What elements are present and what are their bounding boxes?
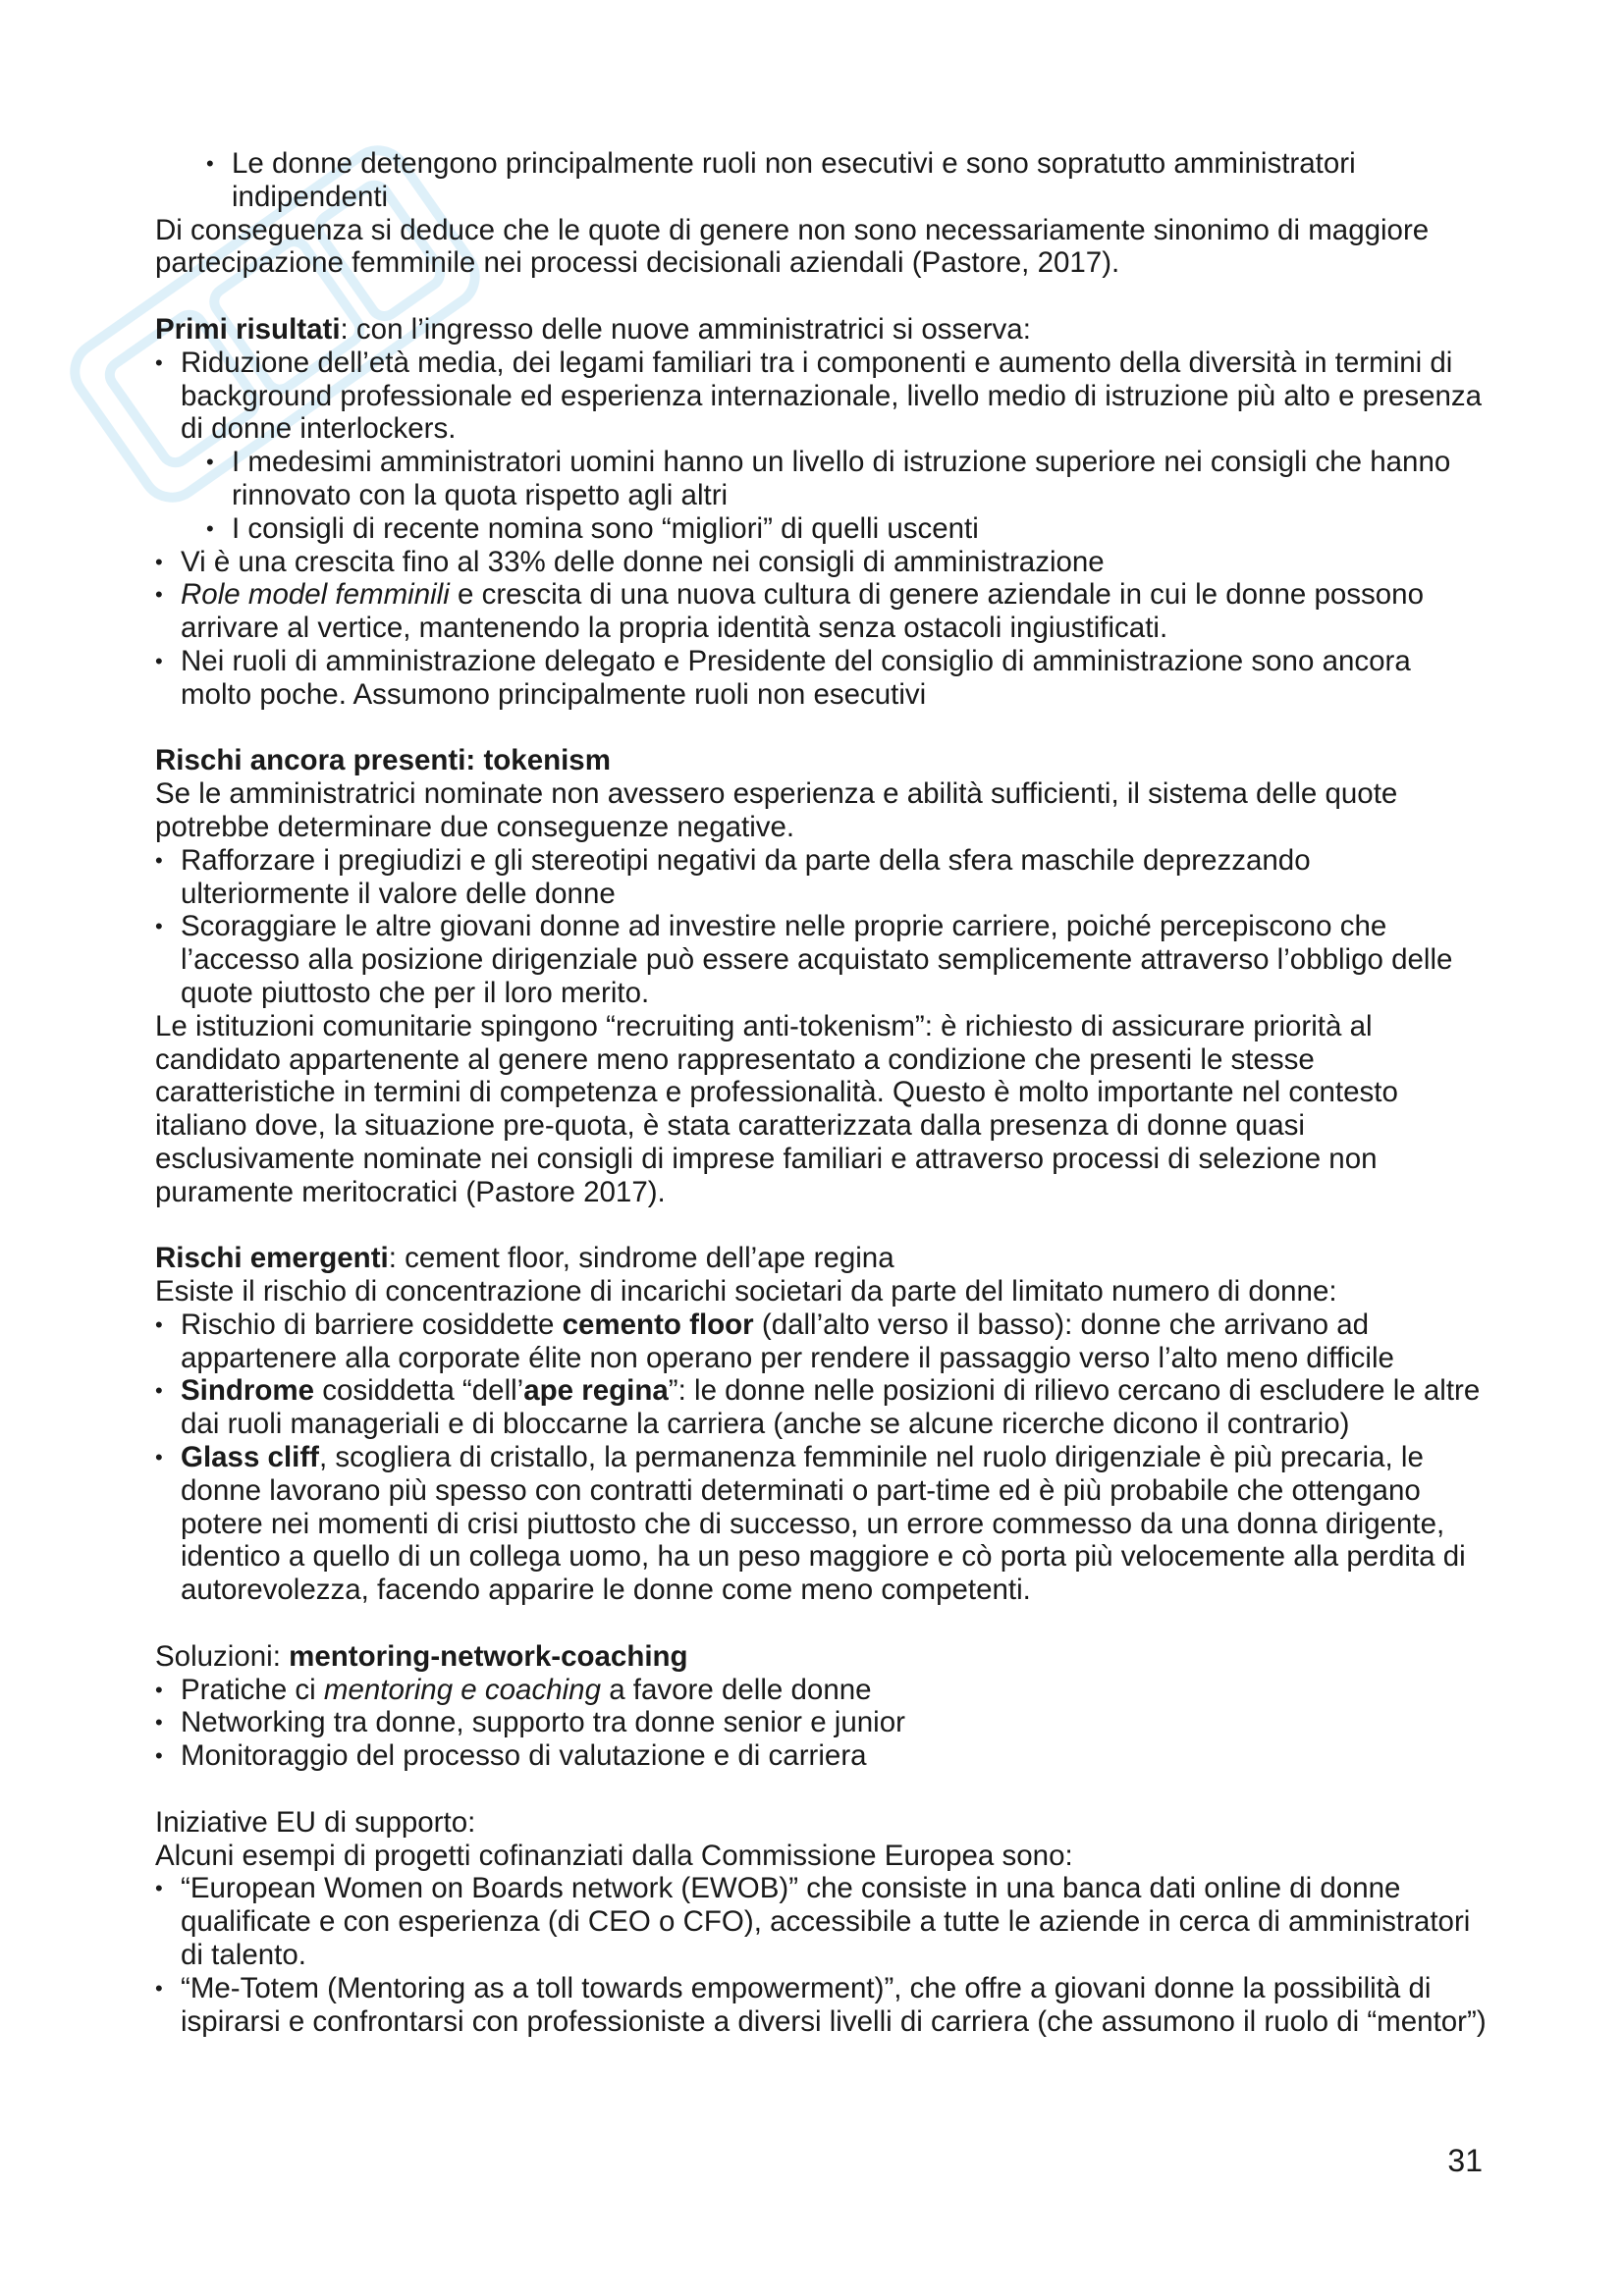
list-item: • Glass cliff, scogliera di cristallo, la permanenza femminile nel ruolo dirigenziale è più precaria, le donne lavorano più spesso con contratti determinati o part-time ed è più probabile che ottengano potere nei momenti di crisi piuttosto che di successo, un errore commesso da una donna dirigente, identico a quello di un collega uomo, ha un peso maggiore e cò porta più velocemente alla perdita di autorevolezza, facendo apparire le donne come meno competenti. [155,1441,1487,1607]
list-item: • Monitoraggio del processo di valutazione e di carriera [155,1739,1487,1773]
primi-risultati-list-cont [155,546,1487,712]
list-item: • Sindrome cosiddetta “dell’ape regina”: le donne nelle posizioni di rilievo cercano di escludere le altre dai ruoli manageriali e di bloccarne la carriera (anche se alcune ricerche dicono il contrario) [155,1374,1487,1441]
rischi-presenti-outro: Le istituzioni comunitarie spingono “recruiting anti-tokenism”: è richiesto di assicurare priorità al candidato appartenente al genere meno rappresentato a condizione che presenti le stesse caratteristiche in termini di competenza e professionalità. Questo è molto importante nel contesto italiano dove, la situazione pre-quota, è stata caratterizzata dalla presenza di donne quasi esclusivamente nominate nei consigli di imprese familiari e attraverso processi di selezione non puramente meritocratici (Pastore 2017). [155,1009,1398,1208]
iniziative-heading: Iniziative EU di supporto: [155,1805,476,1839]
primi-risultati-heading: Primi risultati [155,312,341,346]
list-item: • Pratiche ci mentoring e coaching a favore delle donne [155,1674,1487,1707]
list-item: • Le donne detengono principalmente ruoli non esecutivi e sono sopratutto amministratori indipendenti [206,147,1487,214]
conclusion-paragraph: Di conseguenza si deduce che le quote di genere non sono necessariamente sinonimo di maggiore partecipazione femminile nei processi decisionali aziendali (Pastore, 2017). [155,213,1430,280]
document-body [155,147,1487,2038]
rischi-presenti-list [155,844,1487,1010]
primi-risultati-sub-list [155,446,1487,545]
list-item: • Role model femminili e crescita di una nuova cultura di genere aziendale in cui le donne possono arrivare al vertice, mantenendo la propria identità senza ostacoli ingiustificati. [155,578,1487,645]
list-item: • I medesimi amministratori uomini hanno un livello di istruzione superiore nei consigli che hanno rinnovato con la quota rispetto agli altri [206,446,1487,512]
soluzioni-heading: Soluzioni: mentoring-network-coaching [155,1639,688,1673]
primi-risultati-list [155,347,1487,446]
list-item: • “Me-Totem (Mentoring as a toll towards empowerment)”, che offre a giovani donne la possibilità di ispirarsi e confrontarsi con professioniste a diversi livelli di carriera (che assumono il ruolo di “mentor”) [155,1972,1487,2039]
rischi-emergenti-heading: Rischi emergenti: cement floor, sindrome dell’ape regina [155,1242,894,1275]
primi-risultati-intro: Primi risultati: con l’ingresso delle nuove amministratrici si osserva: [155,312,1031,346]
page-number: 31 [1447,2143,1483,2178]
rischi-emergenti-list [155,1308,1487,1607]
list-item: • Riduzione dell’età media, dei legami familiari tra i componenti e aumento della diversità in termini di background professionale ed esperienza internazionale, livello medio di istruzione più alto e presenza di donne interlockers. [155,347,1487,446]
list-item: • Vi è una crescita fino al 33% delle donne nei consigli di amministrazione [155,546,1487,579]
soluzioni-list [155,1674,1487,1773]
top-sub-list [155,147,1487,214]
list-item: • Networking tra donne, supporto tra donne senior e junior [155,1706,1487,1739]
rischi-presenti-intro: Se le amministratrici nominate non avessero esperienza e abilità sufficienti, il sistema delle quote potrebbe determinare due conseguenze negative. [155,777,1398,843]
list-item: • Rischio di barriere cosiddette cemento floor (dall’alto verso il basso): donne che arrivano ad appartenere alla corporate élite non operano per rendere il passaggio verso l’alto meno difficile [155,1308,1487,1375]
list-item: • “European Women on Boards network (EWOB)” che consiste in una banca dati online di donne qualificate e con esperienza (di CEO o CFO), accessibile a tutte le aziende in cerca di amministratori di talento. [155,1872,1487,1971]
rischi-emergenti-intro: Esiste il rischio di concentrazione di incarichi societari da parte del limitato numero di donne: [155,1275,1337,1308]
list-item: • Rafforzare i pregiudizi e gli stereotipi negativi da parte della sfera maschile deprezzando ulteriormente il valore delle donne [155,844,1487,911]
list-item: • I consigli di recente nomina sono “migliori” di quelli uscenti [206,512,1487,546]
list-item: • Scoraggiare le altre giovani donne ad investire nelle proprie carriere, poiché percepiscono che l’accesso alla posizione dirigenziale può essere acquistato semplicemente attraverso l’obbligo delle quote piuttosto che per il loro merito. [155,910,1487,1009]
iniziative-list [155,1872,1487,2038]
iniziative-intro: Alcuni esempi di progetti cofinanziati dalla Commissione Europea sono: [155,1839,1073,1872]
list-item: • Nei ruoli di amministrazione delegato e Presidente del consiglio di amministrazione sono ancora molto poche. Assumono principalmente ruoli non esecutivi [155,645,1487,712]
rischi-presenti-heading: Rischi ancora presenti: tokenism [155,744,611,777]
